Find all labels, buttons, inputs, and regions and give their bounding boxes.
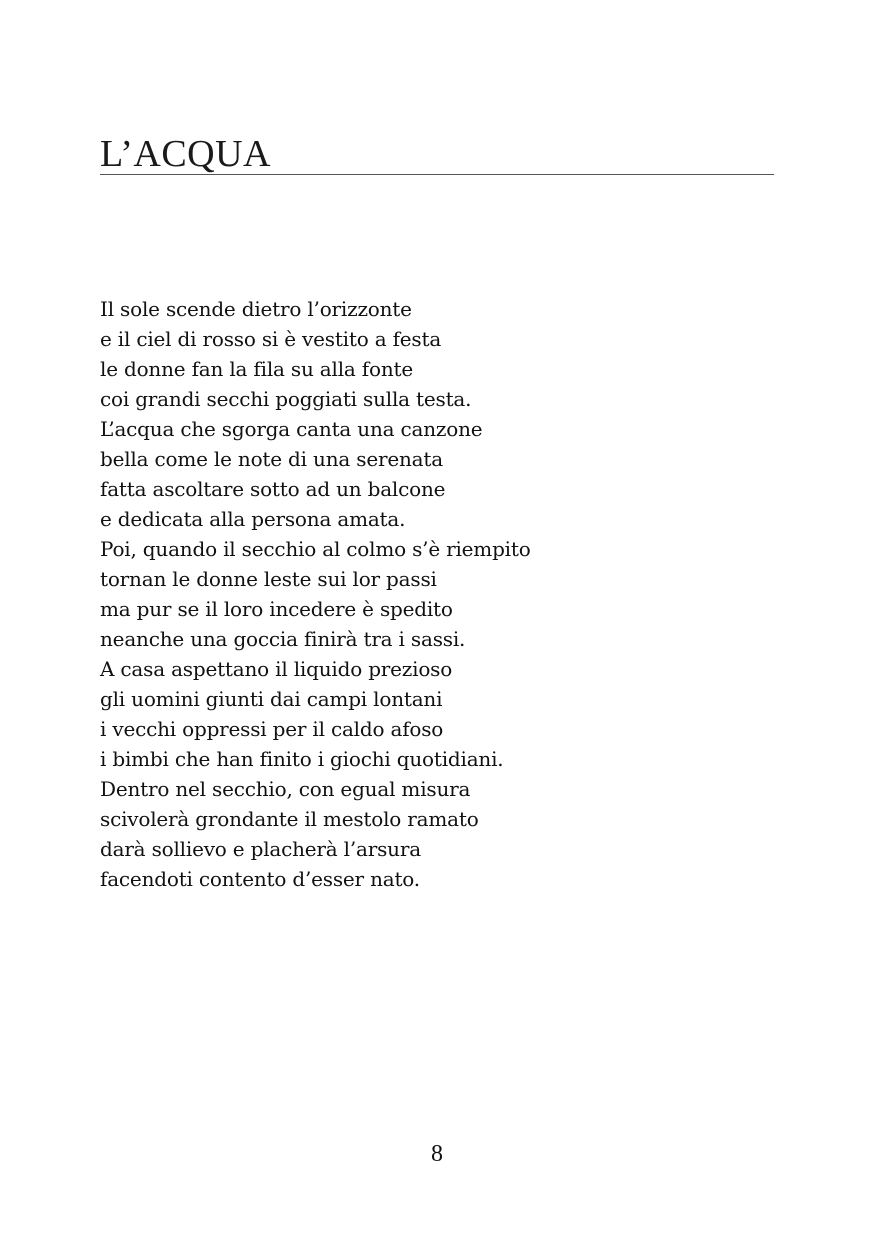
poem-title: L’ACQUA (100, 133, 271, 175)
poem-line: le donne fan la fila su alla fonte (100, 357, 414, 381)
poem-line: Il sole scende dietro l’orizzonte (100, 297, 412, 321)
page-number: 8 (431, 1141, 443, 1167)
poem-line: Poi, quando il secchio al colmo s’è riempito (100, 537, 531, 561)
poem-line: i vecchi oppressi per il caldo afoso (100, 717, 444, 741)
poem-line: fatta ascoltare sotto ad un balcone (100, 477, 446, 501)
poem-line: i bimbi che han finito i giochi quotidiani. (100, 747, 504, 771)
poem-line: gli uomini giunti dai campi lontani (100, 687, 443, 711)
poem-line: bella come le note di una serenata (100, 447, 443, 471)
poem-line: e dedicata alla persona amata. (100, 507, 406, 531)
poem-line: A casa aspettano il liquido prezioso (100, 657, 453, 681)
poem-line: ma pur se il loro incedere è spedito (100, 597, 453, 621)
poem-line: L’acqua che sgorga canta una canzone (100, 417, 483, 441)
poem-line: coi grandi secchi poggiati sulla testa. (100, 387, 472, 411)
poem-line: scivolerà grondante il mestolo ramato (100, 807, 479, 831)
title-underline-rule (100, 174, 774, 175)
poem-line: e il ciel di rosso si è vestito a festa (100, 327, 442, 351)
poem-line: tornan le donne leste sui lor passi (100, 567, 437, 591)
poem-line: Dentro nel secchio, con egual misura (100, 777, 471, 801)
poem-line: neanche una goccia finirà tra i sassi. (100, 627, 466, 651)
poem-line: facendoti contento d’esser nato. (100, 867, 420, 891)
poem-body (100, 294, 531, 894)
poem-line: darà sollievo e placherà l’arsura (100, 837, 421, 861)
